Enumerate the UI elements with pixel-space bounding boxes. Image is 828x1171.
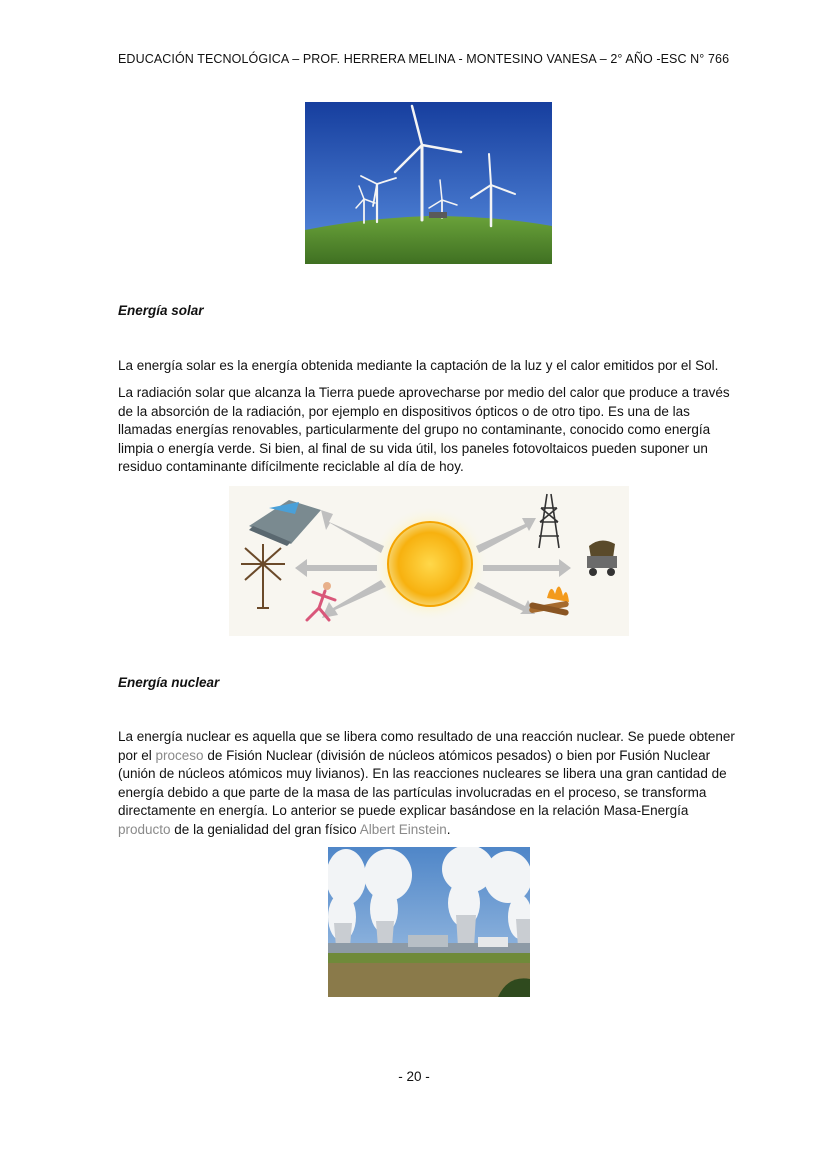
link-proceso[interactable]: proceso <box>155 747 204 763</box>
page-number: - 20 - <box>398 1069 430 1084</box>
solar-paragraph-2 <box>118 384 740 477</box>
solar-paragraph-2-text: La radiación solar que alcanza la Tierra puede aprovecharse por medio del calor que produce a través de la absorción de la radiación, por ejemplo en dispositivos ópticos o de otro tipo. Es una de las llamadas energías renovables, particularmente del grupo no contaminante, conocido como energía limpia o energía verde. Si bien, al final de su vida útil, los paneles fotovoltaicos pueden suponer un residuo contaminante difícilmente reciclable al día de hoy. <box>118 385 730 475</box>
link-albert-einstein[interactable]: Albert Einstein <box>359 821 447 837</box>
page-header: EDUCACIÓN TECNOLÓGICA – PROF. HERRERA MELINA - MONTESINO VANESA – 2° AÑO -ESC N° 766 <box>118 52 730 66</box>
solar-energy-diagram <box>229 486 629 636</box>
solar-paragraph-1 <box>118 357 740 376</box>
link-producto[interactable]: producto <box>118 821 171 837</box>
nuclear-heading: Energía nuclear <box>118 675 220 690</box>
nuclear-text-part3: de la genialidad del gran físico <box>170 821 360 837</box>
nuclear-paragraph-text <box>118 728 740 840</box>
solar-paragraph-1-text: La energía solar es la energía obtenida mediante la captación de la luz y el calor emitidos por el Sol. <box>118 358 719 373</box>
nuclear-text-part1: La energía nuclear es aquella que se libera como resultado de una reacción nuclear. Se puede obtener por el <box>118 729 735 763</box>
solar-heading: Energía solar <box>118 303 204 318</box>
nuclear-text-part4: . <box>446 821 451 837</box>
nuclear-text-part2: de Fisión Nuclear (división de núcleos atómicos pesados) o bien por Fusión Nuclear (unión de núcleos atómicos muy livianos). En las reacciones nucleares se libera una gran cantidad de energía debido a que parte de la masa de las partículas involucradas en el proceso, se transforma directamente en energía. Lo anterior se puede explicar basándose en la relación Masa-Energía <box>118 747 727 819</box>
nuclear-paragraph <box>118 728 740 840</box>
wind-turbines-image <box>305 102 552 264</box>
nuclear-plant-image <box>328 847 530 997</box>
